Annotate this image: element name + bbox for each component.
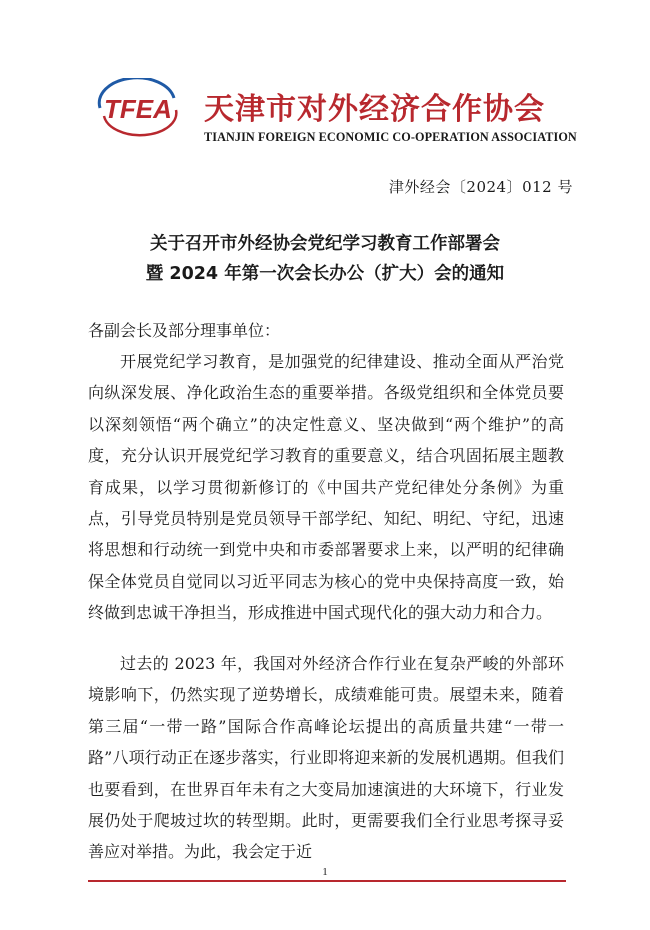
salutation: 各副会长及部分理事单位： — [88, 321, 281, 340]
logo-text: TFEA — [104, 94, 172, 124]
body-paragraph-1: 开展党纪学习教育，是加强党的纪律建设、推动全面从严治党向纵深发展、净化政治生态的重要举措。各级党组织和全体党员要以深刻领悟“两个确立”的决定性意义、坚决做到“两个维护”的高度，充分认识开展党纪学习教育的重要意义，结合巩固拓展主题教育成果，以学习贯彻新修订的《中国共产党纪律处分条例》为重点，引导党员特别是党员领导干部学纪、知纪、明纪、守纪，迅速将思想和行动统一到党中央和市委部署要求上来，以严明的纪律确保全体党员自觉同以习近平同志为核心的党中央保持高度一致，始终做到忠诚干净担当，形成推进中国式现代化的强大动力和合力。 — [88, 352, 564, 623]
letterhead — [96, 78, 577, 148]
body-paragraph-2: 过去的 2023 年，我国对外经济合作行业在复杂严峻的外部环境影响下，仍然实现了逆势增长，成绩难能可贵。展望未来，随着第三届“一带一路”国际合作高峰论坛提出的高质量共建“一带一路”八项行动正在逐步落实，行业即将迎来新的发展机遇期。但我们也要看到，在世界百年未有之大变局加速演进的大环境下，行业发展仍处于爬坡过坎的转型期。此时，更需要我们全行业思考探寻妥善应对举措。为此，我会定于近 — [88, 654, 564, 862]
document-title-line2: 暨 2024 年第一次会长办公（扩大）会的通知 — [145, 264, 505, 284]
org-name-en: TIANJIN FOREIGN ECONOMIC CO-OPERATION ASSOCIATION — [204, 130, 577, 144]
org-name-cn: 天津市对外经济合作协会 — [204, 92, 545, 127]
document-title-line1: 关于召开市外经协会党纪学习教育工作部署会 — [150, 234, 500, 254]
document-number: 津外经会〔2024〕012 号 — [388, 178, 573, 196]
tfea-logo — [96, 78, 180, 138]
page-number: 1 — [322, 866, 328, 878]
footer-divider — [88, 880, 566, 882]
